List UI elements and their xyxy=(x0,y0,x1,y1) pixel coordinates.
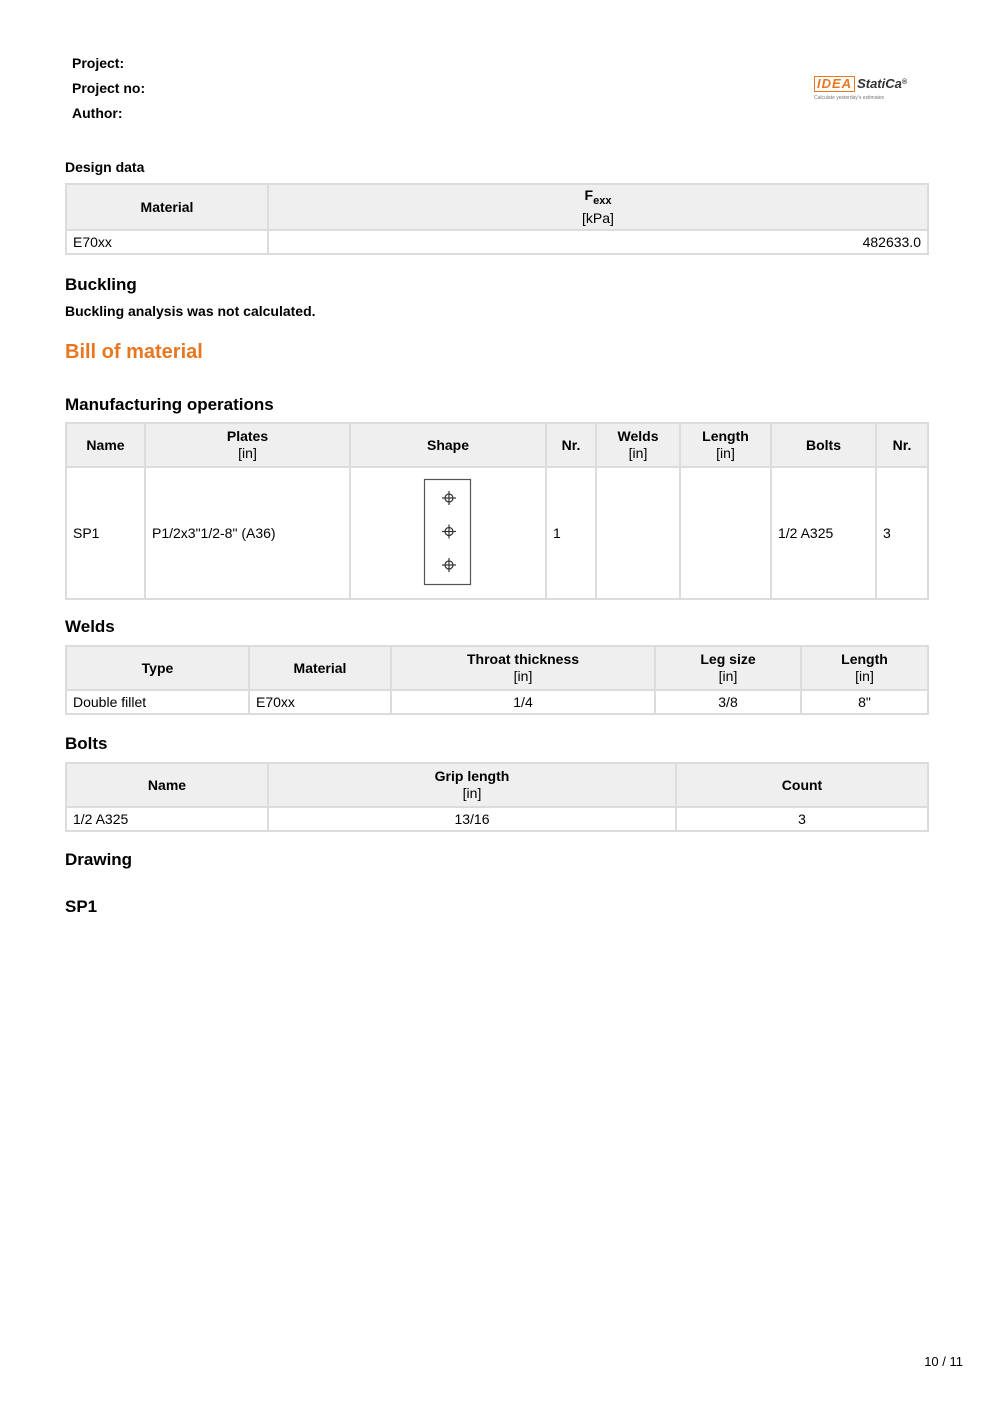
bill-of-material-title: Bill of material xyxy=(65,341,203,363)
count-cell: 3 xyxy=(677,808,927,830)
plate-shape-drawing xyxy=(423,478,473,588)
buckling-title: Buckling xyxy=(65,275,137,294)
col-fexx: $F_{exx}$ [kPa] xyxy=(269,185,927,229)
type-cell: Double fillet xyxy=(67,691,248,713)
col-bolts: Bolts xyxy=(772,424,875,466)
idea-statica-logo xyxy=(814,76,924,102)
leg-cell: 3/8 xyxy=(656,691,800,713)
col-nr2: Nr. xyxy=(877,424,927,466)
col-welds: Welds [in] xyxy=(597,424,679,466)
table-row xyxy=(67,691,927,713)
col-name: Name xyxy=(67,424,144,466)
bolts-table xyxy=(65,762,929,832)
nr-cell: 1 xyxy=(547,468,595,598)
col-plates: Plates [in] xyxy=(146,424,349,466)
welds-table xyxy=(65,645,929,715)
bolts-title: Bolts xyxy=(65,734,108,753)
col-nr: Nr. xyxy=(547,424,595,466)
project-label: Project: xyxy=(72,55,125,71)
manufacturing-title: Manufacturing operations xyxy=(65,395,274,414)
welds-cell xyxy=(597,468,679,598)
project-no-label: Project no: xyxy=(72,80,146,96)
bolt-name-cell: 1/2 A325 xyxy=(67,808,267,830)
bolts-nr-cell: 3 xyxy=(877,468,927,598)
col-length: Length [in] xyxy=(802,647,927,689)
col-count: Count xyxy=(677,764,927,806)
col-shape: Shape xyxy=(351,424,545,466)
col-material: Material xyxy=(250,647,390,689)
plates-cell: P1/2x3"1/2-8" (A36) xyxy=(146,468,349,598)
page-number: 10 / 11 xyxy=(924,1354,963,1369)
manufacturing-table xyxy=(65,422,929,600)
material-cell: E70xx xyxy=(250,691,390,713)
col-name: Name xyxy=(67,764,267,806)
project-meta xyxy=(72,55,145,130)
col-grip: Grip length [in] xyxy=(269,764,675,806)
table-row xyxy=(67,231,927,253)
logo-registered: ® xyxy=(901,79,908,86)
table-row xyxy=(67,808,927,830)
material-cell: E70xx xyxy=(67,231,267,253)
logo-mark: IDEA xyxy=(814,76,855,92)
drawing-subtitle: SP1 xyxy=(65,897,98,916)
col-length: Length [in] xyxy=(681,424,770,466)
shape-cell xyxy=(351,468,545,598)
table-row xyxy=(67,468,927,598)
drawing-title: Drawing xyxy=(65,850,133,869)
col-type: Type xyxy=(67,647,248,689)
welds-title: Welds xyxy=(65,617,115,636)
throat-cell: 1/4 xyxy=(392,691,654,713)
col-material: Material xyxy=(67,185,267,229)
design-data-table xyxy=(65,183,929,255)
logo-tagline: Calculate yesterday's estimates xyxy=(814,95,885,101)
col-leg: Leg size [in] xyxy=(656,647,800,689)
design-data-title: Design data xyxy=(65,159,145,175)
name-cell: SP1 xyxy=(67,468,144,598)
col-throat: Throat thickness [in] xyxy=(392,647,654,689)
author-label: Author: xyxy=(72,105,123,121)
buckling-text: Buckling analysis was not calculated. xyxy=(65,303,316,319)
grip-cell: 13/16 xyxy=(269,808,675,830)
bolts-cell: 1/2 A325 xyxy=(772,468,875,598)
logo-name: StatiCa xyxy=(857,76,902,91)
fexx-cell: 482633.0 xyxy=(269,231,927,253)
length-cell xyxy=(681,468,770,598)
length-cell: 8" xyxy=(802,691,927,713)
